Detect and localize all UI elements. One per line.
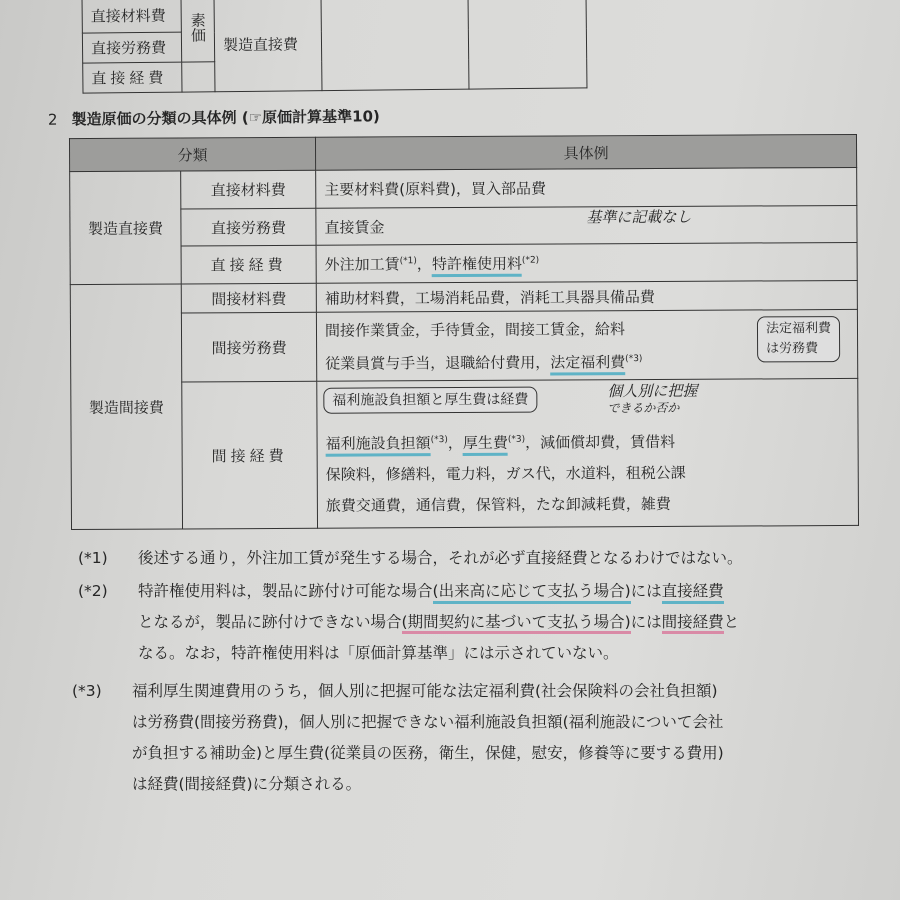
top-table bbox=[82, 0, 588, 94]
direct-cost-label: 製造直接費 bbox=[214, 0, 322, 92]
callout-bubble: 法定福利費 は労務費 bbox=[757, 316, 840, 362]
row-label: 直接経費 bbox=[83, 62, 182, 93]
handwritten-note: 個人別に把握 できるか否か bbox=[607, 381, 698, 416]
handwritten-note: 基準に記載なし bbox=[586, 207, 692, 227]
empty-cell bbox=[321, 0, 469, 91]
empty-cell bbox=[182, 62, 215, 92]
row-examples: 福利施設負担額と厚生費は経費 個人別に把握 できるか否か 福利施設負担額$^{(*3)}$，厚生費$^{(*3)}$，減価償却費，賃借料 保険料，修繕料，電力料，ガス代，水道料，租税公課 旅費交通費，通信費，保管料，たな卸減耗費，雑費 bbox=[317, 378, 859, 528]
row-examples: 間接作業賃金，手待賃金，間接工賃金，給料 従業員賞与手当，退職給付費用，法定福利費$^{(*3)}$ 法定福利費 は労務費 bbox=[316, 309, 857, 381]
footnote-1: (*1) 後述する通り，外注加工賃が発生する場合，それが必ず直接経費となるわけではない。 bbox=[78, 549, 743, 567]
row-label: 直接労務費 bbox=[82, 32, 181, 63]
row-examples: 直接賃金 基準に記載なし bbox=[316, 205, 857, 245]
row-name: 直接経費 bbox=[181, 245, 316, 284]
callout-bubble: 福利施設負担額と厚生費は経費 bbox=[323, 387, 537, 414]
row-name: 直接労務費 bbox=[181, 208, 316, 246]
header-category: 分類 bbox=[69, 137, 315, 171]
section-number: 2 bbox=[47, 110, 58, 129]
section-title: 製造原価の分類の具体例 bbox=[71, 108, 237, 129]
prime-cost-label: 素価 bbox=[181, 0, 215, 62]
row-name: 間接経費 bbox=[182, 381, 318, 529]
footnote-2: (*2) 特許権使用料は，製品に跡付け可能な場合(出来高に応じて支払う場合)には直接経費 となるが，製品に跡付けできない場合(期間契約に基づいて支払う場合)には間接経費と なる。なお，特許権使用料は「原価計算基準」には示されていない。 bbox=[78, 582, 740, 662]
row-name: 間接材料費 bbox=[181, 283, 316, 313]
group-indirect: 製造間接費 bbox=[70, 284, 182, 530]
empty-cell bbox=[468, 0, 587, 89]
row-name: 直接材料費 bbox=[181, 170, 316, 209]
section-ref: (☞原価計算基準10) bbox=[241, 107, 380, 127]
footnote-3: (*3) 福利厚生関連費用のうち，個人別に把握可能な法定福利費(社会保険料の会社負担額) は労務費(間接労務費)，個人別に把握できない福利施設負担額(福利施設について会社 が負担する補助金)と厚生費(従業員の医務，衛生，保健，慰安，修養等に要する費用) は経費(間接経費)に分類される。 bbox=[72, 682, 724, 793]
row-examples: 主要材料費(原料費)，買入部品費 bbox=[316, 167, 857, 208]
row-examples: 外注加工賃$^{(*1)}$，特許権使用料$^{(*2)}$ bbox=[316, 242, 857, 283]
header-examples: 具体例 bbox=[315, 134, 856, 170]
row-name: 間接労務費 bbox=[181, 312, 316, 382]
row-examples: 補助材料費，工場消耗品費，消耗工具器具備品費 bbox=[316, 280, 857, 312]
row-label: 直接材料費 bbox=[82, 0, 181, 33]
classification-table bbox=[69, 134, 859, 530]
group-direct: 製造直接費 bbox=[70, 171, 182, 285]
section-heading bbox=[48, 106, 380, 129]
